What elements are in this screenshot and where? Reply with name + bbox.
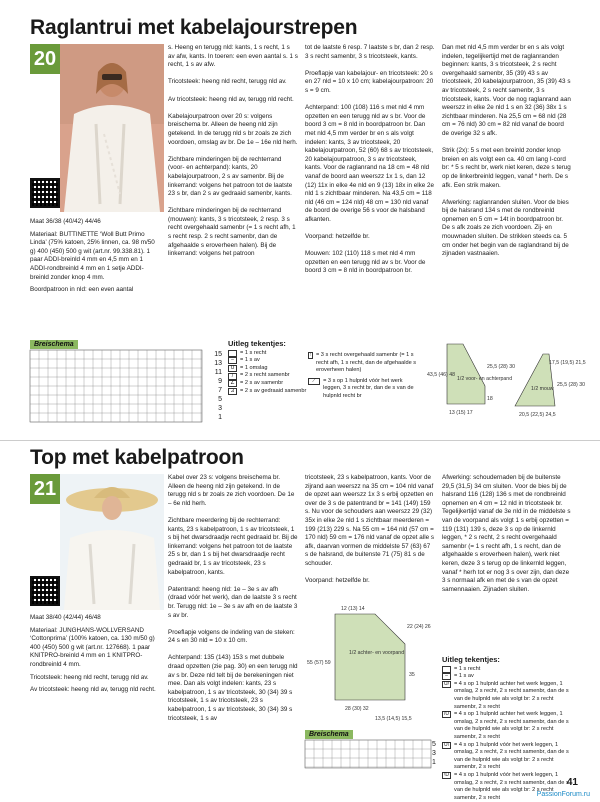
svg-text:13,5 (14,5) 15,5: 13,5 (14,5) 15,5 <box>375 716 412 722</box>
cable-left-icon: U/ <box>443 680 449 687</box>
column-3-bottom: tricotsteek, 23 s kabelpatroon, kants. Voor de zijrand aan weerszz na 35 cm = 104 nld vanaf de opzet aan weerszz 1x 3 s erbij opzetten en over de 3 s de patentrand br = 141 (149) 159 s. Nu voor de schouders aan weerszz 29 (32) 35x in elke 2e nld 1 s zichtbaar meerderen = 199 (213) 229 s. Na 55 cm = 164 nld (57 cm = 170 nld) 59 cm = 176 nld vanaf de opzet alle s afk, daarvan vormen de middelste 57 (63) 67 s de halsrand, de buitenste 71 (75) 81 s de schouder. Voorpand: hetzelfde br. <box>305 474 434 585</box>
site-watermark: PassionForum.ru <box>536 791 590 798</box>
pattern-number-badge: 20 <box>30 44 60 74</box>
page-number: 41 <box>566 777 578 788</box>
section-divider <box>0 440 600 441</box>
column-1-top <box>30 218 160 299</box>
svg-text:25,5 (28) 30: 25,5 (28) 30 <box>487 364 515 370</box>
materials-info-2: Materiaal: JUNGHANS-WOLLVERSAND ‘Cottonprima’ (100% katoen, ca. 130 m/50 g) 400 (450) 500 g wit (art.nr. 127668). 1 paar KNITPRO-breinld 4 mm en 1 KNITPRO-rondbreinld 4 mm. <box>30 626 155 668</box>
schematic-body-bottom <box>305 604 435 729</box>
cable-right-2-icon: \U <box>442 772 451 779</box>
column-4-top: Dan met nld 4,5 mm verder br en s als volgt indelen, tegelijkertijd met de raglanranden beginnen: kants, 3 s tricotsteek, 2 s recht overgehaald samenbr, 35 (39) 43 s av tricotsteek, 20 kabelajourpatroon, 35 (39) 43 s av tricotsteek, 2 s recht samenbr, 3 s tricotsteek, kants. Voor de nog raglanrand aan weerszz in elke 2e nld 1 s en 32 (36) 38x 1 s zichtbaar minderen. Na 25,5 cm = 68 nld (28 cm = 76 nld) 30 cm = 82 nld vanaf de boord de overige 32 s afk. Strik (2x): 5 s met een breinld zonder knop breien en als volgt een ca. 40 cm lang I-cord br: * 5 s recht br, werk niet keren, deze s terug op de linkerbreinld leggen, vanaf * herh. De s afk. Een strik maken. Afwerking: raglanranden sluiten. Voor de bies bij de halsrand 134 s met de rondbreinld opnemen en 5 cm = 14t in boordpatroon br. De s afk zoals ze zich voordoen. Zij- en mouwnaden sluiten. De strikken steeds ca. 5 cm onder het begin van de raglandrand bij de zijnaden vastnaaien. <box>442 44 571 258</box>
tricot-info: Tricotsteek: heeng nld recht, terugg nld av. <box>30 673 149 681</box>
size-info: Maat 36/38 (40/42) 44/46 <box>30 218 101 225</box>
yarn-over-icon: U <box>228 365 237 372</box>
purl-symbol-icon: – <box>228 357 237 364</box>
legend-top: Uitleg tekentjes: = 1 s recht – = 1 s av U = 1 omslag / = 2 s recht samenbr ∠ = 2 s av samenbr ⊿ = 2 s av gedraaid samenbr <box>228 339 307 394</box>
schematic-sleeve-top <box>505 350 586 425</box>
svg-text:28 (30) 32: 28 (30) 32 <box>345 706 369 712</box>
knitting-chart-top <box>30 350 210 427</box>
svg-text:43,5 (46) 48: 43,5 (46) 48 <box>427 372 455 378</box>
breischema-header-2: Breischema <box>305 730 353 739</box>
svg-text:12 (13) 14: 12 (13) 14 <box>341 606 365 612</box>
cable-left-2-icon: /U <box>443 711 449 718</box>
k2tog-icon: / <box>228 373 237 380</box>
legend-top-2: ↑ = 3 s recht overgehaald samenbr (= 1 s recht afh, 1 s recht, dan de afgehaalde s eroverheen halen) ⟋ = 3 s op 1 hulpnld vóór het werk leggen, 3 s recht br, dan de s van de hulpnld recht br <box>309 352 417 399</box>
article-title-raglantrui: Raglantrui met kabelajourstrepen <box>30 16 358 39</box>
av-tricot-info: Av tricotsteek: heeng nld av, terugg nld recht. <box>30 686 156 694</box>
cable-symbol-icon: ⟋ <box>308 378 320 385</box>
svg-text:13 (15) 17: 13 (15) 17 <box>449 410 473 416</box>
column-4-bottom: Afwerking: schoudernaden bij de buitenste 29,5 (31,5) 34 cm sluiten. Voor de bies bij de halsrand 116 (128) 136 s met de rondbreinld opnemen en 4 cm = 12 nld in tricotsteek br. Tegelijkertijd vanaf de 3e nld in de middelste s van de voorpand als volgt 1 s erbij opzetten = 119 (131) 139 s, deze 3 s op de linkernld leggen, * 2 s recht, 2 s recht overgehaald samenbr (= 1 s recht afh, 1 s recht, dan de afgehaalde s eroverheen halen), werk niet keren, deze 3 s terug op de linkernld leggen, vanaf * herh tot er nog 3 s over zijn, dan deze 3 s normaal afk en met de s van de opzet samennaaien. Zijnaden sluiten. <box>442 474 571 593</box>
svg-text:55 (57) 59: 55 (57) 59 <box>307 660 331 666</box>
column-2-top: s. Heeng en terugg nld: kants, 1 s recht, 1 s av afw, kants. In toeren: een even aantal s. 1 s recht, 1 s av afw. Tricotsteek: heeng nld recht, terugg nld av. Av tricotsteek: heeng nld av, terugg nld recht. Kabelajourpatroon over 20 s: volgens breischema br. Alleen de heeng nld zijn getekend. In de terugg nld s br zoals ze zich voordoen, omslag av br. De 1e – 16e nld herh. Zichtbare minderingen bij de rechterrand (voor- en achterpand): kants, 20 kabelajourpatroon, 2 s av samenbr. Bij de linkerrand: volgens het patroon tot de laatste 23 s br, dan 2 s av gedraaid samenbr, kants. Zichtbare minderingen bij de rechterrand (mouwen): kants, 3 s tricotsteek, 2 resp. 3 s recht overgehaald samenbr (= 1 s recht afh, 1 s recht resp. 2 s recht samenbr, dan de afgehaalde s eroverheen halen). Bij de linkerrand: volgens het patroon <box>168 44 298 258</box>
svg-text:20,5 (22,5) 24,5: 20,5 (22,5) 24,5 <box>519 412 556 418</box>
cable-right-icon: U\ <box>442 742 451 749</box>
knitting-chart-bottom <box>305 740 431 773</box>
purl-symbol-icon-2: – <box>442 673 451 680</box>
schematic-body-label: 1/2 voor- en achterpand <box>457 376 513 382</box>
chart-row-numbers-2: 5 3 1 <box>432 741 436 766</box>
p2tog-icon: ∠ <box>228 380 237 387</box>
boord-info: Boordpatroon in nld: een even aantal <box>30 286 134 294</box>
svg-text:18: 18 <box>487 396 493 402</box>
svg-text:25,5 (28) 30: 25,5 (28) 30 <box>557 382 585 388</box>
materials-info: Materiaal: BUTTINETTE ‘Woll Butt Primo Linda’ (75% katoen, 25% linnen, ca. 98 m/50 g) 400 (450) 500 g wit (art.nr. 99.338.81). 1 paar ADDI-breinld 4 mm en 4,5 mm en 1 ADDI-rondbreinld 4 mm en 1 setje ADDI-breinld zonder knop 4 mm. <box>30 230 155 281</box>
svg-text:22 (24) 26: 22 (24) 26 <box>407 624 431 630</box>
schematic-sleeve-label: 1/2 mouw <box>531 386 554 392</box>
pattern-number-badge-2: 21 <box>30 474 60 504</box>
knit-symbol-icon <box>228 350 237 357</box>
article-title-top-kabel: Top met kabelpatroon <box>30 446 244 469</box>
schematic-bottom-label: 1/2 achter- en voorpand <box>349 650 405 656</box>
column-2-bottom: Kabel over 23 s: volgens breischema br. Alleen de heeng nld zijn getekend. In de terugg nld s br zoals ze zich voordoen. De 1e – 6e nld herh. Zichtbare meerdering bij de rechterrand: kants, 23 s kabelpatroon, 1 s av tricotsteek, 1 s bij het dwarsdraadje recht gedraaid br. Bij de linkerrand: volgens het patroon tot de laatste 25 s br, dan 1 s bij het dwarsdraadje recht gedraaid br, 1 s av tricotsteek, 23 s kabelpatroon, kants. Patentrand: heeng nld: 1e – 3e s av afh (draad vóór het werk), dan de laatste 3 s recht br. Terugg nld: 1e – 3e s av afh en de laatste 3 s av br. Proeflapje volgens de indeling van de steken: 24 s en 30 nld = 10 x 10 cm. Achterpand: 135 (143) 153 s met dubbele draad opzetten (zie pag. 30) en een terugg nld av s br. Deze nld telt bij de berekeningen niet mee. Dan als volgt indelen: kants, 23 s kabelpatroon, 1 s av tricotsteek, 30 (34) 39 s tricotsteek, 1 s av tricotsteek, 23 s kabelpatroon, 1 s av tricotsteek, 30 (34) 39 s tricotsteek, 1 s av <box>168 474 298 722</box>
qr-code-icon-2 <box>30 576 60 606</box>
knit-symbol-icon-2 <box>442 666 451 673</box>
column-1-bottom <box>30 614 160 699</box>
qr-code-icon <box>30 178 60 208</box>
chart-row-numbers: 15 13 11 9 7 5 3 1 <box>214 351 222 421</box>
column-3-top: tot de laatste 6 resp. 7 laatste s br, dan 2 resp. 3 s recht samenbr, 3 s tricotsteek, kants. Proeflapje van kabelajour- en tricotsteek: 20 s en 27 nld = 10 x 10 cm; kabelajourpatroon: 20 s = 9 cm. Achterpand: 100 (108) 116 s met nld 4 mm opzetten en een terugg nld av s br. Voor de boord 3 cm = 8 nld in boordpatroon br. Dan met nld 4,5 mm verder br en s als volgt indelen: kants, 3 av tricotsteek, 20 kabelajourpatroon, 52 (60) 68 s av tricotsteek, 20 kabelajourpatroon, 3 s av tricotsteek, kants. Voor de raglanrand na 18 cm = 48 nld vanaf de boord aan weerszz 1x 1 s, dan 12 (12) 11x in elke 4e nld en 9 (13) 18x in elke 2e nld 1 s zichtbaar minderen. Na 43,5 cm = 118 nld (46 cm = 124 nld) 48 cm = 130 nld vanaf de boord de overige 56 s voor de halsband afkanten. Voorpand: hetzelfde br. Mouwen: 102 (110) 118 s met nld 4 mm opzetten en een terugg nld av s br. Voor de boord 3 cm = 8 nld in boordpatroon br. <box>305 44 435 275</box>
svg-text:35: 35 <box>409 672 415 678</box>
size-info-2: Maat 38/40 (42/44) 46/48 <box>30 614 101 621</box>
sk2p-icon: ↑ <box>309 352 312 358</box>
photo-model-raglantrui <box>60 44 164 212</box>
p2tog-tbl-icon: ⊿ <box>228 388 237 395</box>
svg-text:17,5 (19,5) 21,5: 17,5 (19,5) 21,5 <box>549 360 586 366</box>
schematic-body-top <box>425 340 515 425</box>
photo-model-top-kabel <box>60 474 164 610</box>
breischema-header: Breischema <box>30 340 78 349</box>
legend-bottom: Uitleg tekentjes: = 1 s recht – = 1 s av U/ = 4 s op 1 hulpnld achter het werk leggen, 1 omslag, 2 s recht, 2 s recht samenbr, dan de s van de hulpnld wie als volgt br: 2 s recht samenbr, 2 s recht /U = 4 s op 1 hulpnld achter het werk leggen, 1 omslag, 2 s recht, 2 s recht samenbr, dan de s van de hulpnld wie als volgt br: 2 s recht samenbr, 2 s recht U\ = 4 s op 1 hulpnld vóór het werk leggen, 1 omslag, 2 s recht, 2 s recht samenbr, dan de s van de hulpnld wie als volgt br: 2 s recht samenbr, 2 s recht \U = 4 s op 1 hulpnld vóór het werk leggen, 1 omslag, 2 s recht, 2 s recht samenbr, dan de s van de hulpnld wie als volgt br: 2 s recht samenbr, 2 s recht <box>442 655 569 801</box>
